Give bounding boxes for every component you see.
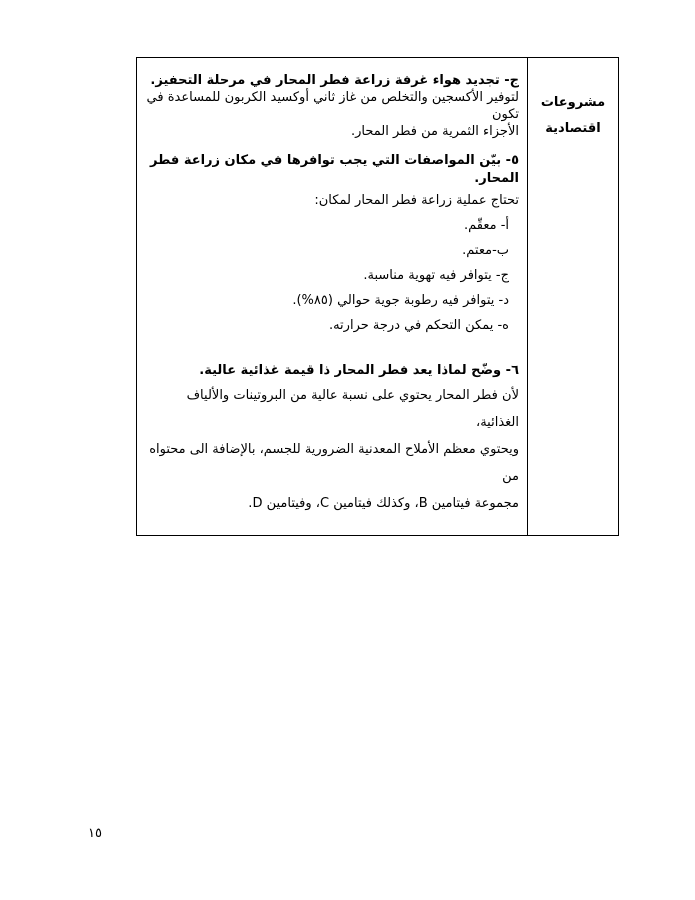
category-label: [528, 90, 618, 142]
section-c: [145, 72, 519, 140]
question-6-line2: ويحتوي معظم الأملاح المعدنية الضرورية للجسم، بالإضافة الى محتواه من: [149, 442, 519, 484]
question-5-item: أ- معقّم.: [463, 218, 509, 233]
question-5-item: د- يتوافر فيه رطوبة جوية حوالي (٨٥%).: [292, 293, 509, 308]
section-c-title: ج- تجديد هواء غرفة زراعة فطر المحار في مرحلة التحفيز.: [150, 73, 519, 88]
section-c-line1: لتوفير الأكسجين والتخلص من غاز ثاني أوكسيد الكربون للمساعدة في تكون: [146, 90, 519, 122]
question-6-title: ٦- وضّح لماذا يعد فطر المحار ذا قيمة غذائية عالية.: [199, 363, 519, 378]
question-5-item: ه- يمكن التحكم في درجة حرارته.: [328, 318, 509, 333]
category-cell: [527, 58, 618, 535]
content-cell: [137, 58, 527, 535]
question-5-item: ج- يتوافر فيه تهوية مناسبة.: [363, 268, 509, 283]
question-5-title: ٥- بيّن المواصفات التي يجب توافرها في مكان زراعة فطر المحار.: [150, 153, 519, 186]
page-number: ١٥: [88, 826, 102, 841]
category-label-line1: مشروعات: [540, 95, 606, 110]
content-table: [136, 57, 619, 536]
question-6-answer: [145, 382, 519, 517]
question-5-intro: تحتاج عملية زراعة فطر المحار لمكان:: [314, 193, 519, 208]
question-6-line1: لأن فطر المحار يحتوي على نسبة عالية من البروتينات والألياف الغذائية،: [186, 388, 519, 430]
section-c-line2: الأجزاء الثمرية من فطر المحار.: [350, 124, 519, 139]
question-6-line3: مجموعة فيتامين B، وكذلك فيتامين C، وفيتامين D.: [248, 496, 519, 511]
question-5-item: ب-معتم.: [462, 243, 509, 258]
category-label-line2: اقتصادية: [545, 121, 601, 136]
